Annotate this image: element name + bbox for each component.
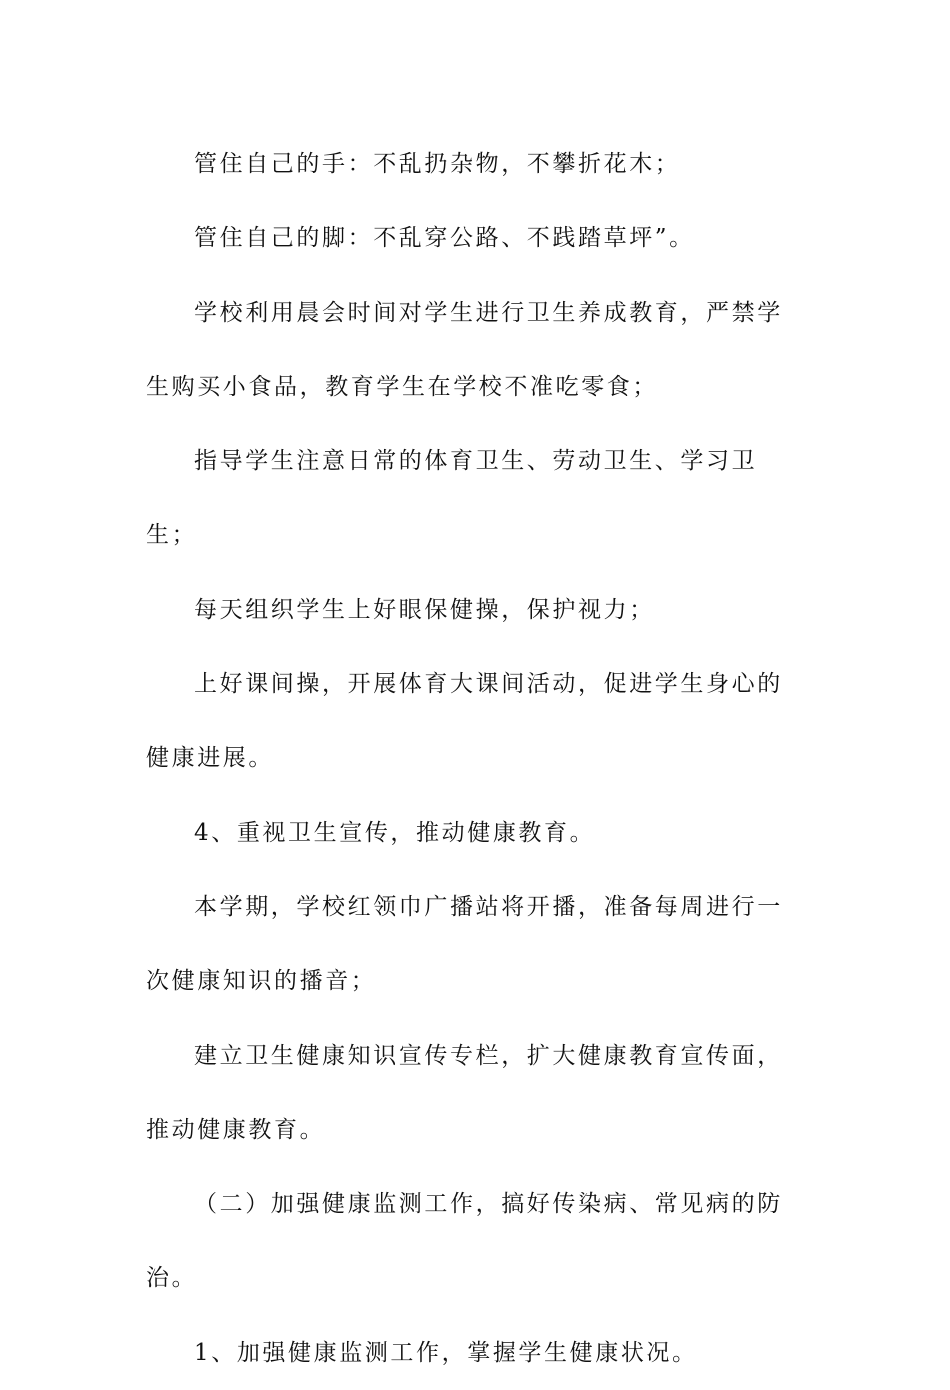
section-heading-2: （二）加强健康监测工作，搞好传染病、常见病的防治。 <box>146 1191 783 1292</box>
paragraph-1: 管住自己的手：不乱扔杂物，不攀折花木； <box>194 151 681 177</box>
document-body <box>146 127 796 1390</box>
section-heading-4: 4、重视卫生宣传，推动健康教育。 <box>194 819 596 846</box>
paragraph-8: 建立卫生健康知识宣传专栏，扩大健康教育宣传面，推动健康教育。 <box>146 1042 783 1143</box>
paragraph-2: 管住自己的脚：不乱穿公路、不践踏草坪”。 <box>194 225 695 252</box>
paragraph-7: 本学期，学校红领巾广播站将开播，准备每周进行一次健康知识的播音； <box>146 893 783 995</box>
paragraph-5: 每天组织学生上好眼保健操，保护视力； <box>194 596 655 623</box>
paragraph-6: 上好课间操，开展体育大课间活动，促进学生身心的健康进展。 <box>146 671 783 772</box>
paragraph-3: 学校利用晨会时间对学生进行卫生养成教育，严禁学生购买小食品，教育学生在学校不准吃零食； <box>146 299 783 400</box>
paragraph-4: 指导学生注意日常的体育卫生、劳动卫生、学习卫生； <box>146 448 758 549</box>
section-heading-1: 1、加强健康监测工作，掌握学生健康状况。 <box>194 1339 698 1366</box>
